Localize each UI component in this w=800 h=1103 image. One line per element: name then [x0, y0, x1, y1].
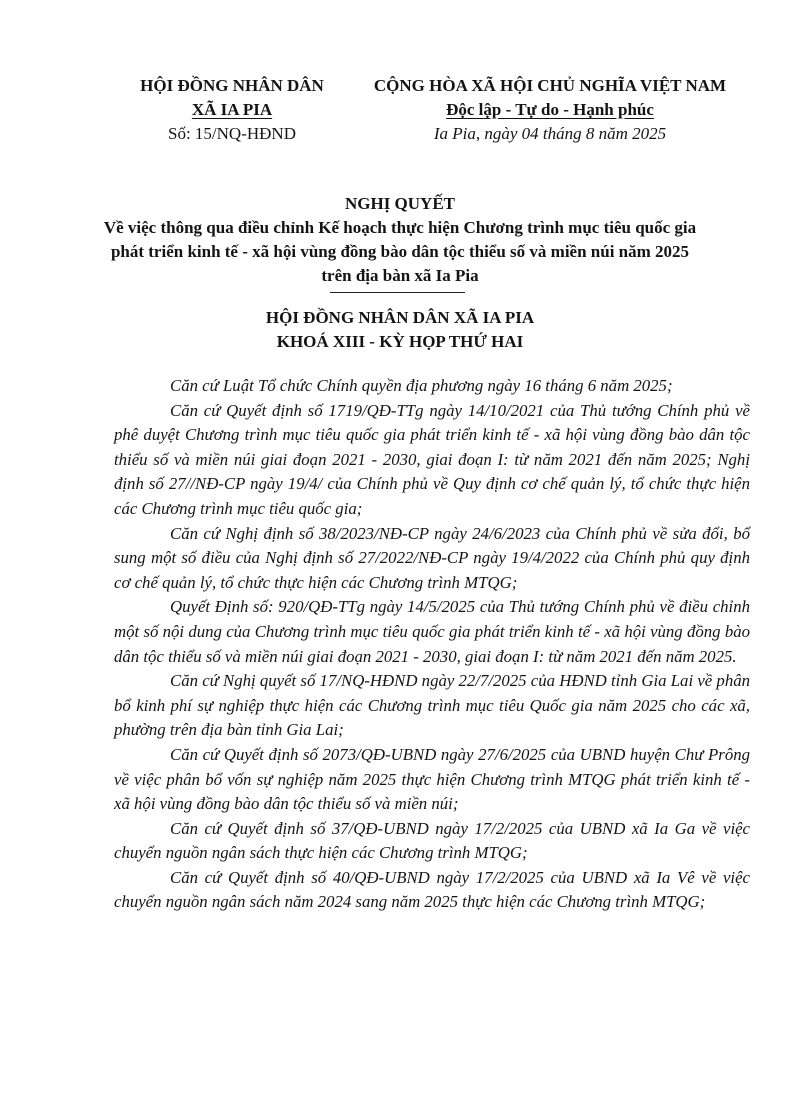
- place-date: Ia Pia, ngày 04 tháng 8 năm 2025: [433, 124, 667, 143]
- title-divider: [330, 292, 465, 293]
- document-type: NGHỊ QUYẾT: [344, 194, 456, 213]
- national-header: [350, 74, 750, 146]
- legal-basis-paragraph: Căn cứ Nghị quyết số 17/NQ-HĐND ngày 22/7/2025 của HĐND tỉnh Gia Lai về phân bổ kinh phí sự nghiệp thực hiện các Chương trình mục tiêu Quốc gia năm 2025 cho các xã, phường trên địa bàn tỉnh Gia Lai;: [114, 671, 750, 740]
- document-number: Số: 15/NQ-HĐND: [168, 124, 296, 143]
- issuer-header: [112, 74, 352, 146]
- legal-basis-paragraph: Căn cứ Quyết định số 40/QĐ-UBND ngày 17/2/2025 của UBND xã Ia Vê về việc chuyển nguồn ngân sách năm 2024 sang năm 2025 thực hiện các Chương trình MTQG;: [114, 867, 750, 912]
- issuer-line-2: KHOÁ XIII - KỲ HỌP THỨ HAI: [276, 332, 524, 351]
- legal-basis-paragraph: Quyết Định số: 920/QĐ-TTg ngày 14/5/2025 của Thủ tướng Chính phủ về điều chỉnh một số nội dung của Chương trình mục tiêu quốc gia phát triển kinh tế - xã hội vùng đồng bào dân tộc thiểu số và miền núi giai đoạn 2021 - 2030, giai đoạn I: từ năm 2021 đến năm 2025.: [114, 597, 750, 666]
- commune-name: XÃ IA PIA: [191, 100, 273, 119]
- issuer-line-1: HỘI ĐỒNG NHÂN DÂN XÃ IA PIA: [265, 308, 535, 327]
- legal-basis-paragraph: Căn cứ Quyết định số 1719/QĐ-TTg ngày 14/10/2021 của Thủ tướng Chính phủ về phê duyệt Chương trình mục tiêu quốc gia phát triển kinh tế - xã hội vùng đồng bào dân tộc thiểu số và miền núi giai đoạn 2021 - 2030, giai đoạn I: từ năm 2021 đến năm 2025; Nghị định số 27//NĐ-CP ngày 19/4/ của Chính phủ về Quy định cơ chế quản lý, tổ chức thực hiện các Chương trình mục tiêu quốc gia;: [114, 400, 750, 518]
- legal-basis-paragraph: Căn cứ Nghị định số 38/2023/NĐ-CP ngày 24/6/2023 của Chính phủ về sửa đổi, bổ sung một số điều của Nghị định số 27/2022/NĐ-CP ngày 19/4/2022 của Chính phủ quy định cơ chế quản lý, tổ chức thực hiện các Chương trình MTQG;: [114, 523, 750, 592]
- council-name: HỘI ĐỒNG NHÂN DÂN: [140, 76, 324, 95]
- national-motto: Độc lập - Tự do - Hạnh phúc: [446, 100, 654, 119]
- legal-basis-paragraph: Căn cứ Quyết định số 2073/QĐ-UBND ngày 27/6/2025 của UBND huyện Chư Prông về việc phân bổ vốn sự nghiệp năm 2025 thực hiện Chương trình MTQG phát triển kinh tế - xã hội vùng đồng bào dân tộc thiểu số và miền núi;: [114, 744, 750, 814]
- resolution-subject: Về việc thông qua điều chỉnh Kế hoạch thực hiện Chương trình mục tiêu quốc gia phát triển kinh tế - xã hội vùng đồng bào dân tộc thiểu số và miền núi năm 2025 trên địa bàn xã Ia Pia: [103, 218, 697, 285]
- legal-basis: [114, 374, 750, 915]
- resolution-title: [100, 192, 700, 288]
- legal-basis-paragraph: Căn cứ Quyết định số 37/QĐ-UBND ngày 17/2/2025 của UBND xã Ia Ga về việc chuyển nguồn ngân sách thực hiện các Chương trình MTQG;: [114, 818, 750, 863]
- issuing-council: [100, 306, 700, 354]
- legal-basis-paragraph: Căn cứ Luật Tổ chức Chính quyền địa phương ngày 16 tháng 6 năm 2025;: [170, 376, 673, 395]
- country-name: CỘNG HÒA XÃ HỘI CHỦ NGHĨA VIỆT NAM: [373, 76, 727, 95]
